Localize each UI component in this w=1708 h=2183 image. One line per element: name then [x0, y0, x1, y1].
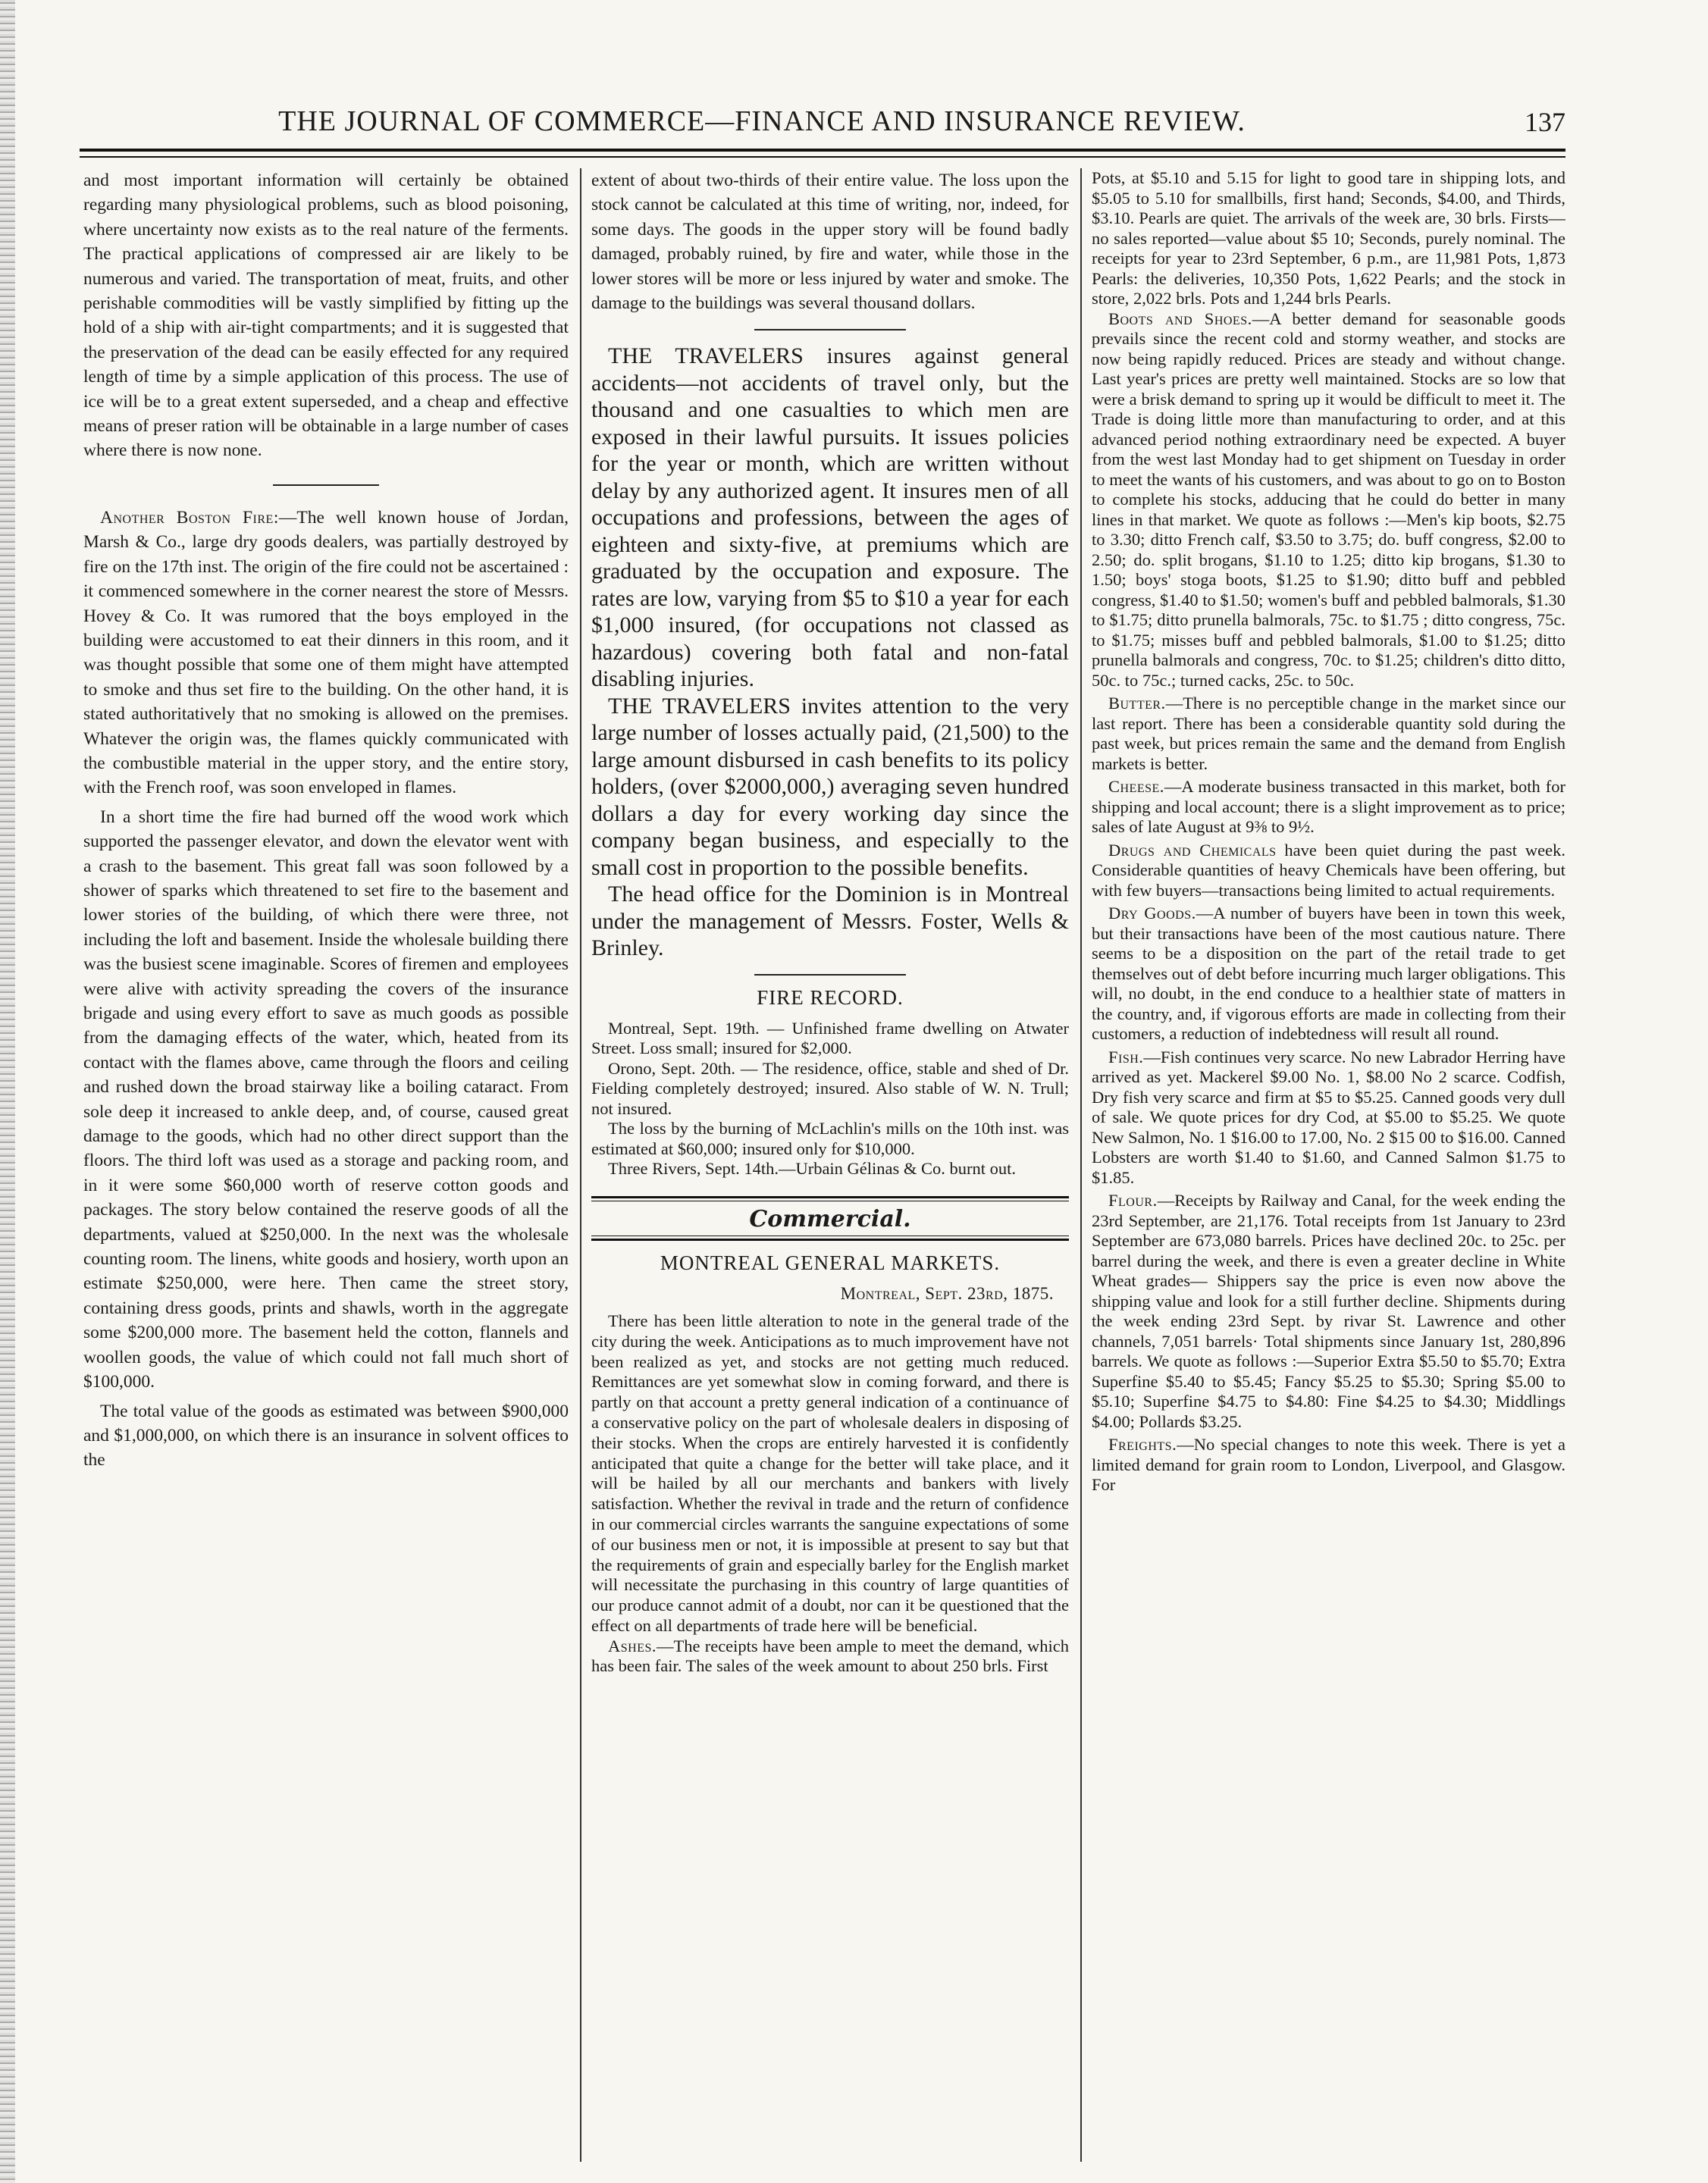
commercial-heading: Commercial.: [749, 1205, 911, 1232]
ashes-text: —The receipts have been ample to meet the demand, which has been fair. The sales of the week amount to about 250 brls. First: [591, 1636, 1069, 1676]
dry-goods-report: [1092, 904, 1565, 1045]
boots-and-shoes-report: [1092, 309, 1565, 691]
freights-heading: Freights.: [1108, 1435, 1177, 1454]
section-divider: [754, 974, 906, 976]
boots-text: —A better demand for seasonable goods prevails since the recent cold and stormy weather, and stocks are now being rapidly reduced. Prices are steady and without change. Last year's prices are pretty well maintained. Stocks are so low that were a brisk demand to spring up it would be difficult to meet it. The Trade is doing little more than manufacturing to order, and at this advanced period nothing extraordinary need be expected. A buyer from the west last Monday had to get shipment on Tuesday in order to meet the wants of his customers, and was about to go on to Boston to complete his stocks, adducing that he could do better in many lines in that market. We quote as follows :—Men's kip boots, $2.75 to 3.30; ditto French calf, $3.50 to 3.75; do. buff congress, $2.00 to 2.50; do. split brogans, $1.10 to 1.25; ditto kip brogans, $1.30 to 1.50; boys' stoga boots, $1.25 to $1.90; ditto buff and pebbled congress, $1.40 to $1.50; women's buff and pebbled balmorals, $1.30 to $1.75; ditto prunella balmorals, 75c. to $1.75 ; ditto congress, 75c. to $1.75; misses buff and pebbled balmorals, $1.00 to $1.25; ditto prunella balmorals and congress, 70c. to $1.25; children's ditto ditto, 50c. to 75c.; turned cacks, 25c. to 50c.: [1092, 309, 1565, 690]
column-3: [1092, 168, 1565, 2169]
paragraph-boston-fire-intro: [83, 506, 569, 800]
paragraph-boston-fire-details: In a short time the fire had burned off the wood work which supported the passenger elevator, and down the elevator went with a crash to the basement. This great fall was soon followed by a shower of sparks which threatened to set fire to the basement and lower stories of the building, of which there were three, not including the loft and basement. Inside the wholesale building there was the busiest scene imaginable. Scores of firemen and employees were alive with activity spreading the covers of the insurance brigade and using every effort to save as much goods as possible from the damaging effects of the water, which, heated from its contact with the flames above, came through the floors and ceiling and rushed down the broad stairway like a boiling cataract. From sole deep it increased to ankle deep, and, of course, caused great damage to the goods, which had no other direct support than the floors. The third loft was used as a storage and packing room, and in it were some $60,000 worth of reserve cotton goods and packages. The story below contained the reserve goods of all the departments, valued at $250,000. In the next was the wholesale counting room. The linens, white goods and hosiery, worth upon an estimate $250,000, were here. Then came the street story, containing dress goods, prints and shawls, worth in the aggregate some $200,000 more. The basement held the cotton, flannels and woollen goods, the value of which could not fall much short of $100,000.: [83, 806, 569, 1392]
cheese-report: [1092, 777, 1565, 838]
column-1: [83, 168, 569, 2169]
section-divider: [754, 329, 906, 330]
column-rule-1: [580, 168, 581, 2162]
header-rule: [80, 149, 1565, 155]
section-divider: [273, 484, 379, 486]
drugs-text: have been quiet during the past week. Considerable quantities of heavy Chemicals have been offering, but with few buyers—transactions being limited to actual requirements.: [1092, 840, 1565, 900]
flour-report: [1092, 1191, 1565, 1432]
drugs-heading: Drugs and Chemicals: [1108, 840, 1277, 860]
boston-fire-text: —The well known house of Jordan, Marsh & Co., large dry goods dealers, was partially destroyed by fire on the 17th inst. The origin of the fire could not be ascertained : it commenced somewhere in the corner nearest the store of Messrs. Hovey & Co. It was rumored that the boys employed in the building were accustomed to eat their dinners in this room, and it was thought possible that some one of them might have attempted to smoke and thus set fire to the building. On the other hand, it is stated authoritatively that no smoking is allowed on the premises. Whatever the origin was, the flames quickly communicated with the combustible material in the upper story, and the entire story, with the French roof, was soon enveloped in flames.: [83, 507, 569, 798]
fire-record-item: Montreal, Sept. 19th. — Unfinished frame dwelling on Atwater Street. Loss small; insured for $2,000.: [591, 1018, 1069, 1058]
cheese-text: —A moderate business transacted in this market, both for shipping and local account; there is a slight improvement as to price; sales of late August at 9⅜ to 9½.: [1092, 777, 1565, 836]
fish-heading: Fish.: [1108, 1047, 1144, 1066]
dry-goods-heading: Dry Goods.: [1108, 904, 1196, 922]
travelers-ad-3: The head office for the Dominion is in Montreal under the management of Messrs. Foster, Wells & Brinley.: [591, 882, 1069, 961]
paragraph-compressed-air: and most important information will certainly be obtained regarding many physiological problems, such as blood poisoning, where uncertainty now exists as to the real nature of the ferments. The practical applications of compressed air are likely to be numerous and varied. The transportation of meat, fruits, and other perishable commodities will be vastly simplified by fitting up the hold of a ship with air-tight compartments; and it is suggested that the preservation of the dead can be easily effected for any required length of time by a simple application of this process. The use of ice will be to a great extent superseded, and a cheap and effective means of preser ration will be obtainable in a large number of cases where there is now none.: [83, 171, 569, 461]
boots-heading: Boots and Shoes.: [1108, 309, 1252, 328]
binding-edge: [0, 0, 15, 2183]
butter-report: [1092, 694, 1565, 774]
butter-heading: Butter.: [1108, 694, 1166, 713]
page-header: [80, 105, 1565, 143]
flour-heading: Flour.: [1108, 1191, 1158, 1210]
freights-report: [1092, 1435, 1565, 1496]
butter-text: —There is no perceptible change in the market since our last report. There has been a considerable quantity sold during the past week, but prices remain the same and the demand from English markets is better.: [1092, 694, 1565, 773]
ashes-continued: Pots, at $5.10 and 5.15 for light to good tare in shipping lots, and $5.05 to 5.10 for smallbills, first hand; Seconds, $4.00, and Thirds, $3.10. Pearls are quiet. The arrivals of the week are, 30 brls. Firsts—no sales reported—value about $5 10; Seconds, purely nominal. The receipts for year to 23rd September, 6 p.m., are 11,981 Pots, 1,873 Pearls: the deliveries, 10,350 Pots, 1,622 Pearls; and the stock in store, 2,022 brls. Pots and 1,244 brls Pearls.: [1092, 168, 1565, 308]
flour-text: —Receipts by Railway and Canal, for the week ending the 23rd September, are 21,176. Total receipts from 1st January to 23rd September are 673,080 barrels. Prices have declined 20c. to 25c. per barrel during the week, and there is even a greater decline in White Wheat grades— Shippers say the price is even now above the shipping value and look for a still further decline. Shipments during the week ending 23rd Sept. by rivar St. Lawrence and other channels, 7,051 barrels· Total shipments since January 1st, 280,896 barrels. We quote as follows :—Superior Extra $5.50 to $5.70; Extra Superfine $5.40 to $5.45; Fancy $5.25 to $5.30; Spring $5.00 to $5.10; Superfine $4.75 to $4.80: Fine $4.25 to $4.30; Middlings $4.00; Pollards $3.25.: [1092, 1191, 1565, 1431]
markets-overview: There has been little alteration to note in the general trade of the city during the week. Anticipations as to much improvement have not been realized as yet, and stocks are not getting much reduced. Remittances are yet somewhat slow in coming forward, and there is partly on that account a pretty general indication of a continuance of a conservative policy on the part of wholesale dealers in disposing of their stocks. When the crops are entirely harvested it is confidently anticipated that quite a change for the better will take place, and it will be hailed by all our merchants and bankers with lively satisfaction. Whether the revival in trade and the return of confidence in our commercial circles warrants the sanguine expectations of some of our business men or not, it is impossible at present to say but that the requirements of grain and especially barley for the English market will necessitate the purchasing in this country of large quantities of our produce cannot admit of a doubt, nor can it be questioned that the effect on all departments of trade here will be beneficial.: [591, 1311, 1069, 1635]
travelers-ad-2: THE TRAVELERS invites attention to the very large number of losses actually paid, (21,500) to the large amount disbursed in cash benefits to its policy holders, (over $2000,000,) averaging seven hundred dollars a day for every working day since the company began business, and especially to the small cost in proportion to the possible benefits.: [591, 693, 1069, 880]
column-2: [591, 168, 1069, 2169]
fire-record-item: Orono, Sept. 20th. — The residence, office, stable and shed of Dr. Fielding completely destroyed; insured. Also stable of W. N. Trull; not insured.: [591, 1058, 1069, 1118]
fish-text: —Fish continues very scarce. No new Labrador Herring have arrived as yet. Mackerel $9.00 No. 1, $8.00 No 2 scarce. Codfish, Dry fish very scarce and firm at $5 to $5.25. Canned goods very dull of sale. We quote prices for dry Cod, at $5.00 to $5.25. We quote New Salmon, No. 1 $16.00 to 17.00, No. 2 $15 00 to $16.00. Canned Lobsters are worth $1.40 to $1.60, and Canned Salmon $1.75 to $1.85.: [1092, 1047, 1565, 1187]
paragraph-fire-loss: extent of about two-thirds of their entire value. The loss upon the stock cannot be calculated at this time of writing, nor, indeed, for some days. The goods in the upper story will be found badly damaged, probably ruined, by fire and water, while those in the lower stores will be more or less injured by water and smoke. The damage to the buildings was several thousand dollars.: [591, 171, 1069, 314]
ashes-heading: Ashes.: [608, 1636, 657, 1655]
travelers-ad-1: THE TRAVELERS insures against general accidents—not accidents of travel only, but the thousand and one casualties to which men are exposed in their lawful pursuits. It issues policies for the year or month, which are written without delay by any authorized agent. It insures men of all occupations and professions, between the ages of eighteen and sixty-five, at premiums which are graduated by the occupation and exposure. The rates are low, varying from $5 to $10 a year for each $1,000 insured, (for occupations not classed as hazardous) covering both fatal and non-fatal disabling injuries.: [591, 343, 1069, 692]
markets-heading: MONTREAL GENERAL MARKETS.: [660, 1251, 1001, 1274]
drugs-report: [1092, 841, 1565, 901]
dateline: Montreal, Sept. 23rd, 1875.: [840, 1283, 1054, 1303]
fish-report: [1092, 1048, 1565, 1189]
fire-record-heading: FIRE RECORD.: [757, 985, 904, 1009]
column-rule-2: [1080, 168, 1082, 2162]
cheese-heading: Cheese.: [1108, 777, 1164, 796]
running-title: THE JOURNAL OF COMMERCE—FINANCE AND INSURANCE REVIEW.: [278, 105, 1246, 137]
paragraph-boston-fire-value: The total value of the goods as estimated was between $900,000 and $1,000,000, on which there is an insurance in solvent offices to the: [83, 1401, 569, 1470]
fire-record-item: The loss by the burning of McLachlin's mills on the 10th inst. was estimated at $60,000; insured only for $10,000.: [591, 1119, 1069, 1158]
dry-goods-text: —A number of buyers have been in town this week, but their transactions have been of the most cautious nature. There seems to be a disposition on the part of the retail trade to get themselves out of debt before incurring much larger obligations. This will, no doubt, in the end conduce to a healthier state of matters in the country, and, if vigorous efforts are made in collecting from their customers, a reduction of indebtedness will result all round.: [1092, 904, 1565, 1043]
page-number: 137: [1525, 107, 1565, 137]
freights-text: —No special changes to note this week. There is yet a limited demand for grain room to London, Liverpool, and Glasgow. For: [1092, 1435, 1565, 1494]
commercial-banner: [591, 1196, 1069, 1241]
boston-fire-heading: Another Boston Fire:: [100, 507, 279, 528]
ashes-report: [591, 1636, 1069, 1677]
fire-record-item: Three Rivers, Sept. 14th.—Urbain Gélinas & Co. burnt out.: [608, 1159, 1017, 1179]
